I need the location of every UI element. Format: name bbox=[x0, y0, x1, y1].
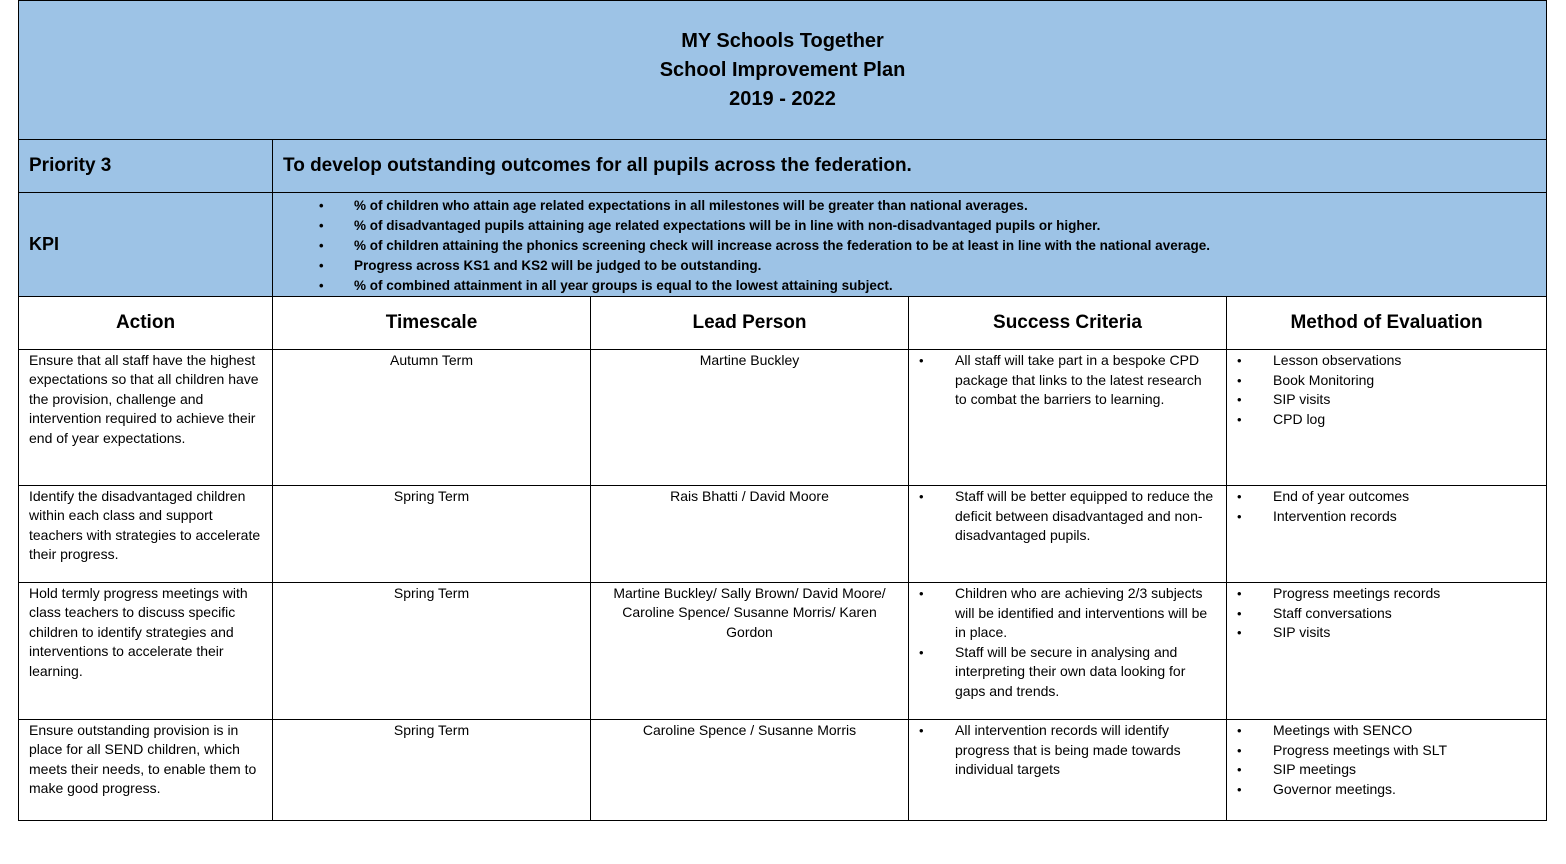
header-method-of-evaluation: Method of Evaluation bbox=[1227, 297, 1547, 350]
bullet-icon: • bbox=[1237, 353, 1242, 368]
list-item: • Lesson observations bbox=[1227, 351, 1534, 371]
bullet-icon: • bbox=[1237, 723, 1242, 738]
lead-person-cell: Martine Buckley/ Sally Brown/ David Moore/ Caroline Spence/ Susanne Morris/ Karen Gordon bbox=[591, 583, 909, 720]
list-item: • Intervention records bbox=[1227, 507, 1534, 527]
lead-person-cell: Rais Bhatti / David Moore bbox=[591, 486, 909, 583]
evaluation-cell bbox=[1227, 720, 1547, 821]
kpi-list bbox=[273, 193, 1546, 296]
list-item: • Progress meetings with SLT bbox=[1227, 741, 1534, 761]
list-item: • SIP visits bbox=[1227, 623, 1534, 643]
bullet-icon: • bbox=[1237, 781, 1242, 797]
success-criteria-cell bbox=[909, 350, 1227, 486]
list-item: • Children who are achieving 2/3 subjects will be identified and interventions will be in place. bbox=[919, 585, 1208, 641]
success-criteria-cell bbox=[909, 486, 1227, 583]
header-lead-person: Lead Person bbox=[591, 297, 909, 350]
table-row bbox=[19, 720, 1547, 821]
kpi-item: • % of children who attain age related expectations in all milestones will be greater than national averages. bbox=[273, 196, 1546, 216]
success-criteria-cell bbox=[909, 583, 1227, 720]
bullet-icon: • bbox=[319, 258, 324, 273]
bullet-icon: • bbox=[919, 353, 924, 368]
list-item: • Staff conversations bbox=[1227, 604, 1534, 624]
column-header-row bbox=[19, 297, 1547, 350]
kpi-label: KPI bbox=[19, 193, 273, 297]
list-item: • End of year outcomes bbox=[1227, 487, 1534, 507]
kpi-item: • % of children attaining the phonics screening check will increase across the federation to be at least in line with the national average. bbox=[273, 236, 1546, 256]
bullet-icon: • bbox=[1237, 489, 1242, 504]
list-item: • Meetings with SENCO bbox=[1227, 721, 1534, 741]
improvement-plan-table bbox=[18, 0, 1547, 821]
list-item: • All staff will take part in a bespoke CPD package that links to the latest research to combat the barriers to learning. bbox=[919, 352, 1202, 408]
list-item: • Governor meetings. bbox=[1227, 780, 1534, 800]
table-row bbox=[19, 583, 1547, 720]
priority-statement: To develop outstanding outcomes for all pupils across the federation. bbox=[273, 140, 1547, 193]
timescale-cell: Spring Term bbox=[273, 486, 591, 583]
table-row bbox=[19, 350, 1547, 486]
kpi-item: • Progress across KS1 and KS2 will be judged to be outstanding. bbox=[273, 256, 1546, 276]
document-subtitle: School Improvement Plan bbox=[659, 58, 906, 81]
bullet-icon: • bbox=[1237, 411, 1242, 427]
lead-person-cell: Martine Buckley bbox=[591, 350, 909, 486]
bullet-icon: • bbox=[1237, 508, 1242, 524]
kpi-cell bbox=[273, 193, 1547, 297]
bullet-icon: • bbox=[919, 489, 924, 504]
list-item: • Staff will be secure in analysing and interpreting their own data looking for gaps and trends. bbox=[919, 643, 1186, 699]
kpi-item: • % of disadvantaged pupils attaining age related expectations will be in line with non-disadvantaged pupils or higher. bbox=[273, 216, 1546, 236]
header-timescale: Timescale bbox=[273, 297, 591, 350]
success-criteria-cell bbox=[909, 720, 1227, 821]
priority-label: Priority 3 bbox=[19, 140, 273, 193]
bullet-icon: • bbox=[319, 198, 324, 213]
timescale-cell: Spring Term bbox=[273, 583, 591, 720]
bullet-icon: • bbox=[1237, 605, 1242, 621]
bullet-icon: • bbox=[1237, 762, 1242, 778]
bullet-icon: • bbox=[1237, 392, 1242, 408]
list-item: • SIP visits bbox=[1227, 390, 1534, 410]
header-action: Action bbox=[19, 297, 273, 350]
action-cell: Identify the disadvantaged children within each class and support teachers with strategies to accelerate their progress. bbox=[19, 486, 273, 583]
list-item: • All intervention records will identify progress that is being made towards individual targets bbox=[919, 722, 1181, 778]
list-item: • SIP meetings bbox=[1227, 760, 1534, 780]
list-item: • Staff will be better equipped to reduce the deficit between disadvantaged and non-disadvantaged pupils. bbox=[919, 488, 1214, 544]
evaluation-cell bbox=[1227, 583, 1547, 720]
header-success-criteria: Success Criteria bbox=[909, 297, 1227, 350]
bullet-icon: • bbox=[319, 238, 324, 253]
bullet-icon: • bbox=[919, 586, 924, 601]
action-cell: Ensure outstanding provision is in place for all SEND children, which meets their needs, to enable them to make good progress. bbox=[19, 720, 273, 821]
bullet-icon: • bbox=[1237, 625, 1242, 641]
bullet-icon: • bbox=[919, 723, 924, 738]
bullet-icon: • bbox=[1237, 742, 1242, 758]
priority-row bbox=[19, 140, 1547, 193]
document-years: 2019 - 2022 bbox=[729, 87, 836, 110]
action-cell: Ensure that all staff have the highest expectations so that all children have the provision, challenge and intervention required to achieve their end of year expectations. bbox=[19, 350, 273, 486]
timescale-cell: Spring Term bbox=[273, 720, 591, 821]
lead-person-cell: Caroline Spence / Susanne Morris bbox=[591, 720, 909, 821]
bullet-icon: • bbox=[1237, 586, 1242, 601]
bullet-icon: • bbox=[319, 218, 324, 233]
document-title: MY Schools Together bbox=[681, 29, 884, 52]
evaluation-cell bbox=[1227, 486, 1547, 583]
evaluation-cell bbox=[1227, 350, 1547, 486]
bullet-icon: • bbox=[319, 278, 324, 293]
kpi-item: • % of combined attainment in all year groups is equal to the lowest attaining subject. bbox=[273, 276, 1546, 296]
list-item: • CPD log bbox=[1227, 410, 1534, 430]
bullet-icon: • bbox=[919, 644, 924, 660]
list-item: • Book Monitoring bbox=[1227, 371, 1534, 391]
kpi-row bbox=[19, 193, 1547, 297]
list-item: • Progress meetings records bbox=[1227, 584, 1534, 604]
table-row bbox=[19, 486, 1547, 583]
bullet-icon: • bbox=[1237, 372, 1242, 388]
action-cell: Hold termly progress meetings with class teachers to discuss specific children to identify strategies and interventions to accelerate their learning. bbox=[19, 583, 273, 720]
timescale-cell: Autumn Term bbox=[273, 350, 591, 486]
title-block bbox=[19, 1, 1547, 140]
title-row bbox=[19, 1, 1547, 140]
